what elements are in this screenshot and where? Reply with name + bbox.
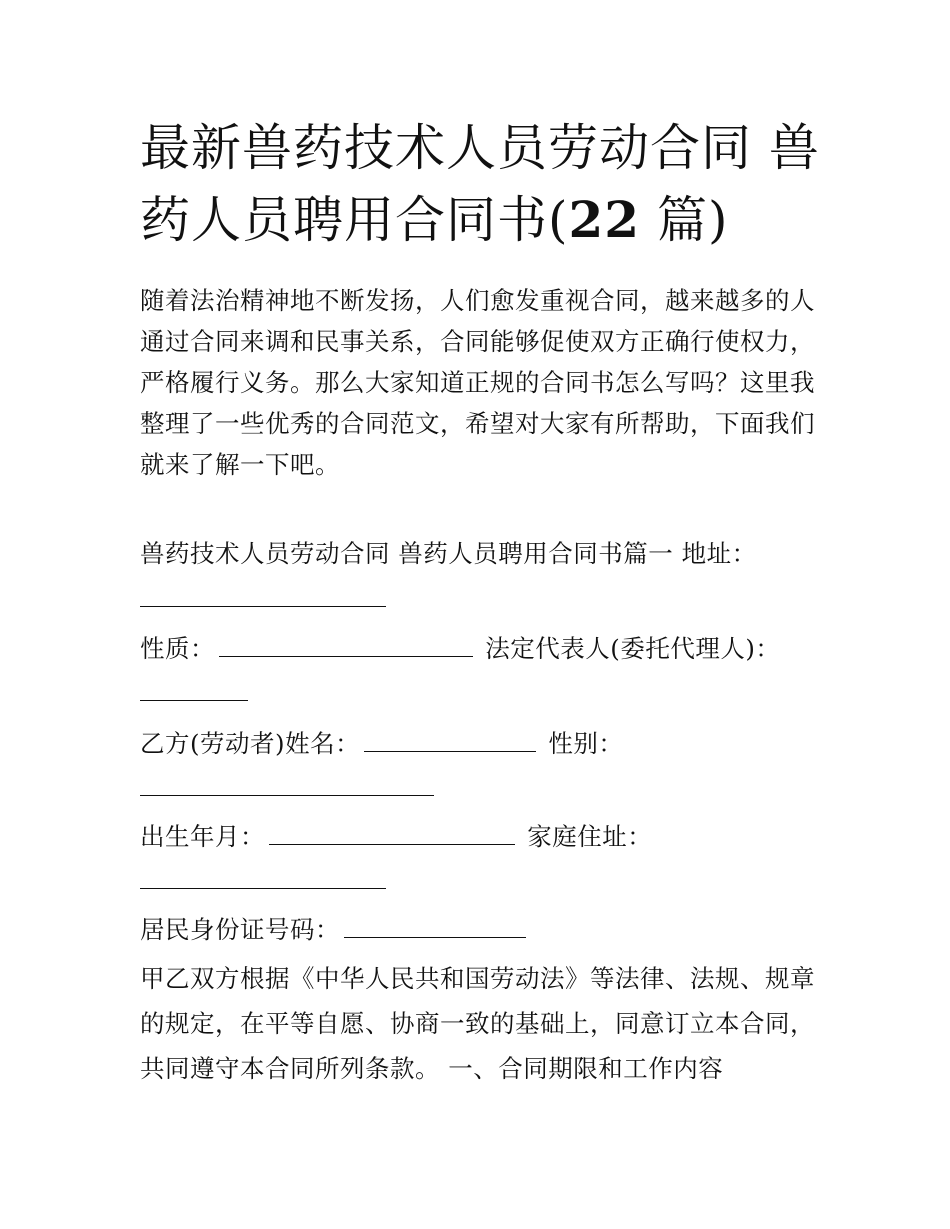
gender-blank[interactable] bbox=[140, 771, 434, 796]
birth-line bbox=[140, 820, 652, 853]
title-text-1: 最新兽药技术人员劳动合同 兽药人员聘用合同书( bbox=[140, 119, 820, 249]
intro-paragraph: 随着法治精神地不断发扬，人们愈发重视合同，越来越多的人通过合同来调和民事关系，合同能够促使双方正确行使权力，严格履行义务。那么大家知道正规的合同书怎么写吗？这里我整理了一些优秀的合同范文，希望对大家有所帮助，下面我们就来了解一下吧。 bbox=[140, 286, 815, 479]
nature-label: 性质： bbox=[140, 634, 215, 663]
address-blank[interactable] bbox=[140, 582, 386, 607]
home-address-blank-line bbox=[140, 864, 390, 897]
address-blank-line bbox=[140, 582, 390, 615]
nature-blank[interactable] bbox=[219, 632, 473, 657]
party-b-name-label: 乙方(劳动者)姓名： bbox=[140, 729, 361, 758]
section-heading: 兽药技术人员劳动合同 兽药人员聘用合同书篇一 地址： bbox=[140, 539, 757, 568]
gender-label: 性别： bbox=[548, 729, 624, 758]
section-heading-line bbox=[140, 538, 757, 570]
birth-label: 出生年月： bbox=[140, 822, 265, 851]
nature-line bbox=[140, 632, 780, 665]
id-blank[interactable] bbox=[344, 913, 526, 938]
document-title bbox=[140, 112, 820, 256]
id-label: 居民身份证号码： bbox=[140, 915, 340, 944]
legal-rep-label: 法定代表人(委托代理人)： bbox=[485, 634, 781, 663]
home-address-blank[interactable] bbox=[140, 864, 386, 889]
address-label: 家庭住址： bbox=[527, 822, 653, 851]
legal-rep-blank[interactable] bbox=[140, 676, 248, 701]
title-number: 22 bbox=[568, 190, 641, 249]
body-paragraph: 甲乙双方根据《中华人民共和国劳动法》等法律、法规、规章的规定，在平等自愿、协商一致的基础上，同意订立本合同，共同遵守本合同所列条款。 一、合同期限和工作内容 bbox=[140, 964, 815, 1083]
id-line bbox=[140, 913, 530, 946]
legal-rep-blank-line bbox=[140, 676, 252, 709]
party-b-name-blank[interactable] bbox=[364, 727, 536, 752]
gender-blank-line bbox=[140, 771, 438, 804]
title-text-2: 篇) bbox=[640, 191, 729, 249]
birth-blank[interactable] bbox=[269, 820, 515, 845]
party-b-line bbox=[140, 727, 623, 760]
